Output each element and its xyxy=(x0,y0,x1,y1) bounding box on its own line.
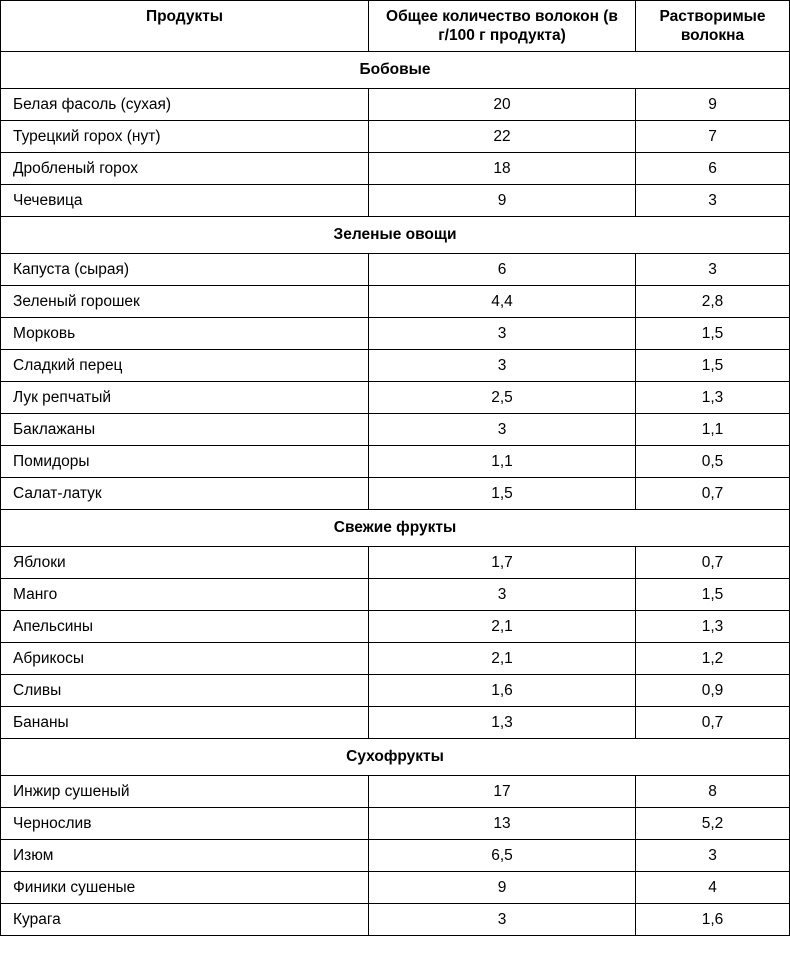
total-fiber-cell: 1,3 xyxy=(369,707,636,739)
header-soluble-fiber: Растворимые волокна xyxy=(636,1,790,52)
table-row xyxy=(1,776,790,808)
table-row xyxy=(1,675,790,707)
product-name-cell: Лук репчатый xyxy=(1,382,369,414)
total-fiber-cell: 22 xyxy=(369,121,636,153)
table-row xyxy=(1,286,790,318)
total-fiber-cell: 2,1 xyxy=(369,611,636,643)
product-name-cell: Апельсины xyxy=(1,611,369,643)
table-row xyxy=(1,840,790,872)
soluble-fiber-cell: 8 xyxy=(636,776,790,808)
table-body xyxy=(1,52,790,936)
product-name-cell: Салат-латук xyxy=(1,478,369,510)
header-total-fiber: Общее количество волокон (в г/100 г продукта) xyxy=(369,1,636,52)
table-row xyxy=(1,808,790,840)
table-row xyxy=(1,446,790,478)
soluble-fiber-cell: 0,7 xyxy=(636,547,790,579)
table-row xyxy=(1,872,790,904)
section-title: Сухофрукты xyxy=(1,739,790,776)
total-fiber-cell: 6 xyxy=(369,254,636,286)
product-name-cell: Морковь xyxy=(1,318,369,350)
product-name-cell: Турецкий горох (нут) xyxy=(1,121,369,153)
product-name-cell: Помидоры xyxy=(1,446,369,478)
header-row xyxy=(1,1,790,52)
soluble-fiber-cell: 4 xyxy=(636,872,790,904)
table-row xyxy=(1,382,790,414)
table-row xyxy=(1,254,790,286)
soluble-fiber-cell: 6 xyxy=(636,153,790,185)
soluble-fiber-cell: 1,1 xyxy=(636,414,790,446)
soluble-fiber-cell: 7 xyxy=(636,121,790,153)
table-row xyxy=(1,121,790,153)
table-row xyxy=(1,579,790,611)
total-fiber-cell: 3 xyxy=(369,414,636,446)
table-row xyxy=(1,318,790,350)
total-fiber-cell: 3 xyxy=(369,350,636,382)
soluble-fiber-cell: 5,2 xyxy=(636,808,790,840)
total-fiber-cell: 3 xyxy=(369,904,636,936)
total-fiber-cell: 2,5 xyxy=(369,382,636,414)
soluble-fiber-cell: 1,5 xyxy=(636,579,790,611)
product-name-cell: Яблоки xyxy=(1,547,369,579)
total-fiber-cell: 6,5 xyxy=(369,840,636,872)
product-name-cell: Чернослив xyxy=(1,808,369,840)
product-name-cell: Абрикосы xyxy=(1,643,369,675)
total-fiber-cell: 1,7 xyxy=(369,547,636,579)
soluble-fiber-cell: 9 xyxy=(636,89,790,121)
product-name-cell: Сливы xyxy=(1,675,369,707)
product-name-cell: Инжир сушеный xyxy=(1,776,369,808)
table-row xyxy=(1,350,790,382)
product-name-cell: Манго xyxy=(1,579,369,611)
soluble-fiber-cell: 0,9 xyxy=(636,675,790,707)
total-fiber-cell: 17 xyxy=(369,776,636,808)
product-name-cell: Зеленый горошек xyxy=(1,286,369,318)
table-row xyxy=(1,707,790,739)
table-row xyxy=(1,611,790,643)
section-title: Бобовые xyxy=(1,52,790,89)
table-row xyxy=(1,643,790,675)
soluble-fiber-cell: 1,5 xyxy=(636,350,790,382)
product-name-cell: Изюм xyxy=(1,840,369,872)
product-name-cell: Бананы xyxy=(1,707,369,739)
table-row xyxy=(1,89,790,121)
total-fiber-cell: 9 xyxy=(369,872,636,904)
table-row xyxy=(1,478,790,510)
table-row xyxy=(1,153,790,185)
soluble-fiber-cell: 1,3 xyxy=(636,382,790,414)
soluble-fiber-cell: 0,7 xyxy=(636,478,790,510)
soluble-fiber-cell: 3 xyxy=(636,840,790,872)
soluble-fiber-cell: 0,5 xyxy=(636,446,790,478)
section-title: Свежие фрукты xyxy=(1,510,790,547)
table-header xyxy=(1,1,790,52)
soluble-fiber-cell: 3 xyxy=(636,254,790,286)
section-row xyxy=(1,739,790,776)
total-fiber-cell: 9 xyxy=(369,185,636,217)
soluble-fiber-cell: 1,3 xyxy=(636,611,790,643)
table-row xyxy=(1,185,790,217)
total-fiber-cell: 1,1 xyxy=(369,446,636,478)
section-row xyxy=(1,217,790,254)
total-fiber-cell: 1,6 xyxy=(369,675,636,707)
total-fiber-cell: 3 xyxy=(369,318,636,350)
soluble-fiber-cell: 0,7 xyxy=(636,707,790,739)
product-name-cell: Курага xyxy=(1,904,369,936)
soluble-fiber-cell: 1,6 xyxy=(636,904,790,936)
section-row xyxy=(1,510,790,547)
product-name-cell: Сладкий перец xyxy=(1,350,369,382)
total-fiber-cell: 3 xyxy=(369,579,636,611)
product-name-cell: Дробленый горох xyxy=(1,153,369,185)
total-fiber-cell: 1,5 xyxy=(369,478,636,510)
table-row xyxy=(1,414,790,446)
product-name-cell: Баклажаны xyxy=(1,414,369,446)
header-product: Продукты xyxy=(1,1,369,52)
soluble-fiber-cell: 1,2 xyxy=(636,643,790,675)
total-fiber-cell: 18 xyxy=(369,153,636,185)
total-fiber-cell: 2,1 xyxy=(369,643,636,675)
table-row xyxy=(1,547,790,579)
product-name-cell: Капуста (сырая) xyxy=(1,254,369,286)
section-title: Зеленые овощи xyxy=(1,217,790,254)
soluble-fiber-cell: 1,5 xyxy=(636,318,790,350)
total-fiber-cell: 20 xyxy=(369,89,636,121)
soluble-fiber-cell: 3 xyxy=(636,185,790,217)
product-name-cell: Белая фасоль (сухая) xyxy=(1,89,369,121)
total-fiber-cell: 4,4 xyxy=(369,286,636,318)
product-name-cell: Финики сушеные xyxy=(1,872,369,904)
product-name-cell: Чечевица xyxy=(1,185,369,217)
total-fiber-cell: 13 xyxy=(369,808,636,840)
table-row xyxy=(1,904,790,936)
section-row xyxy=(1,52,790,89)
soluble-fiber-cell: 2,8 xyxy=(636,286,790,318)
